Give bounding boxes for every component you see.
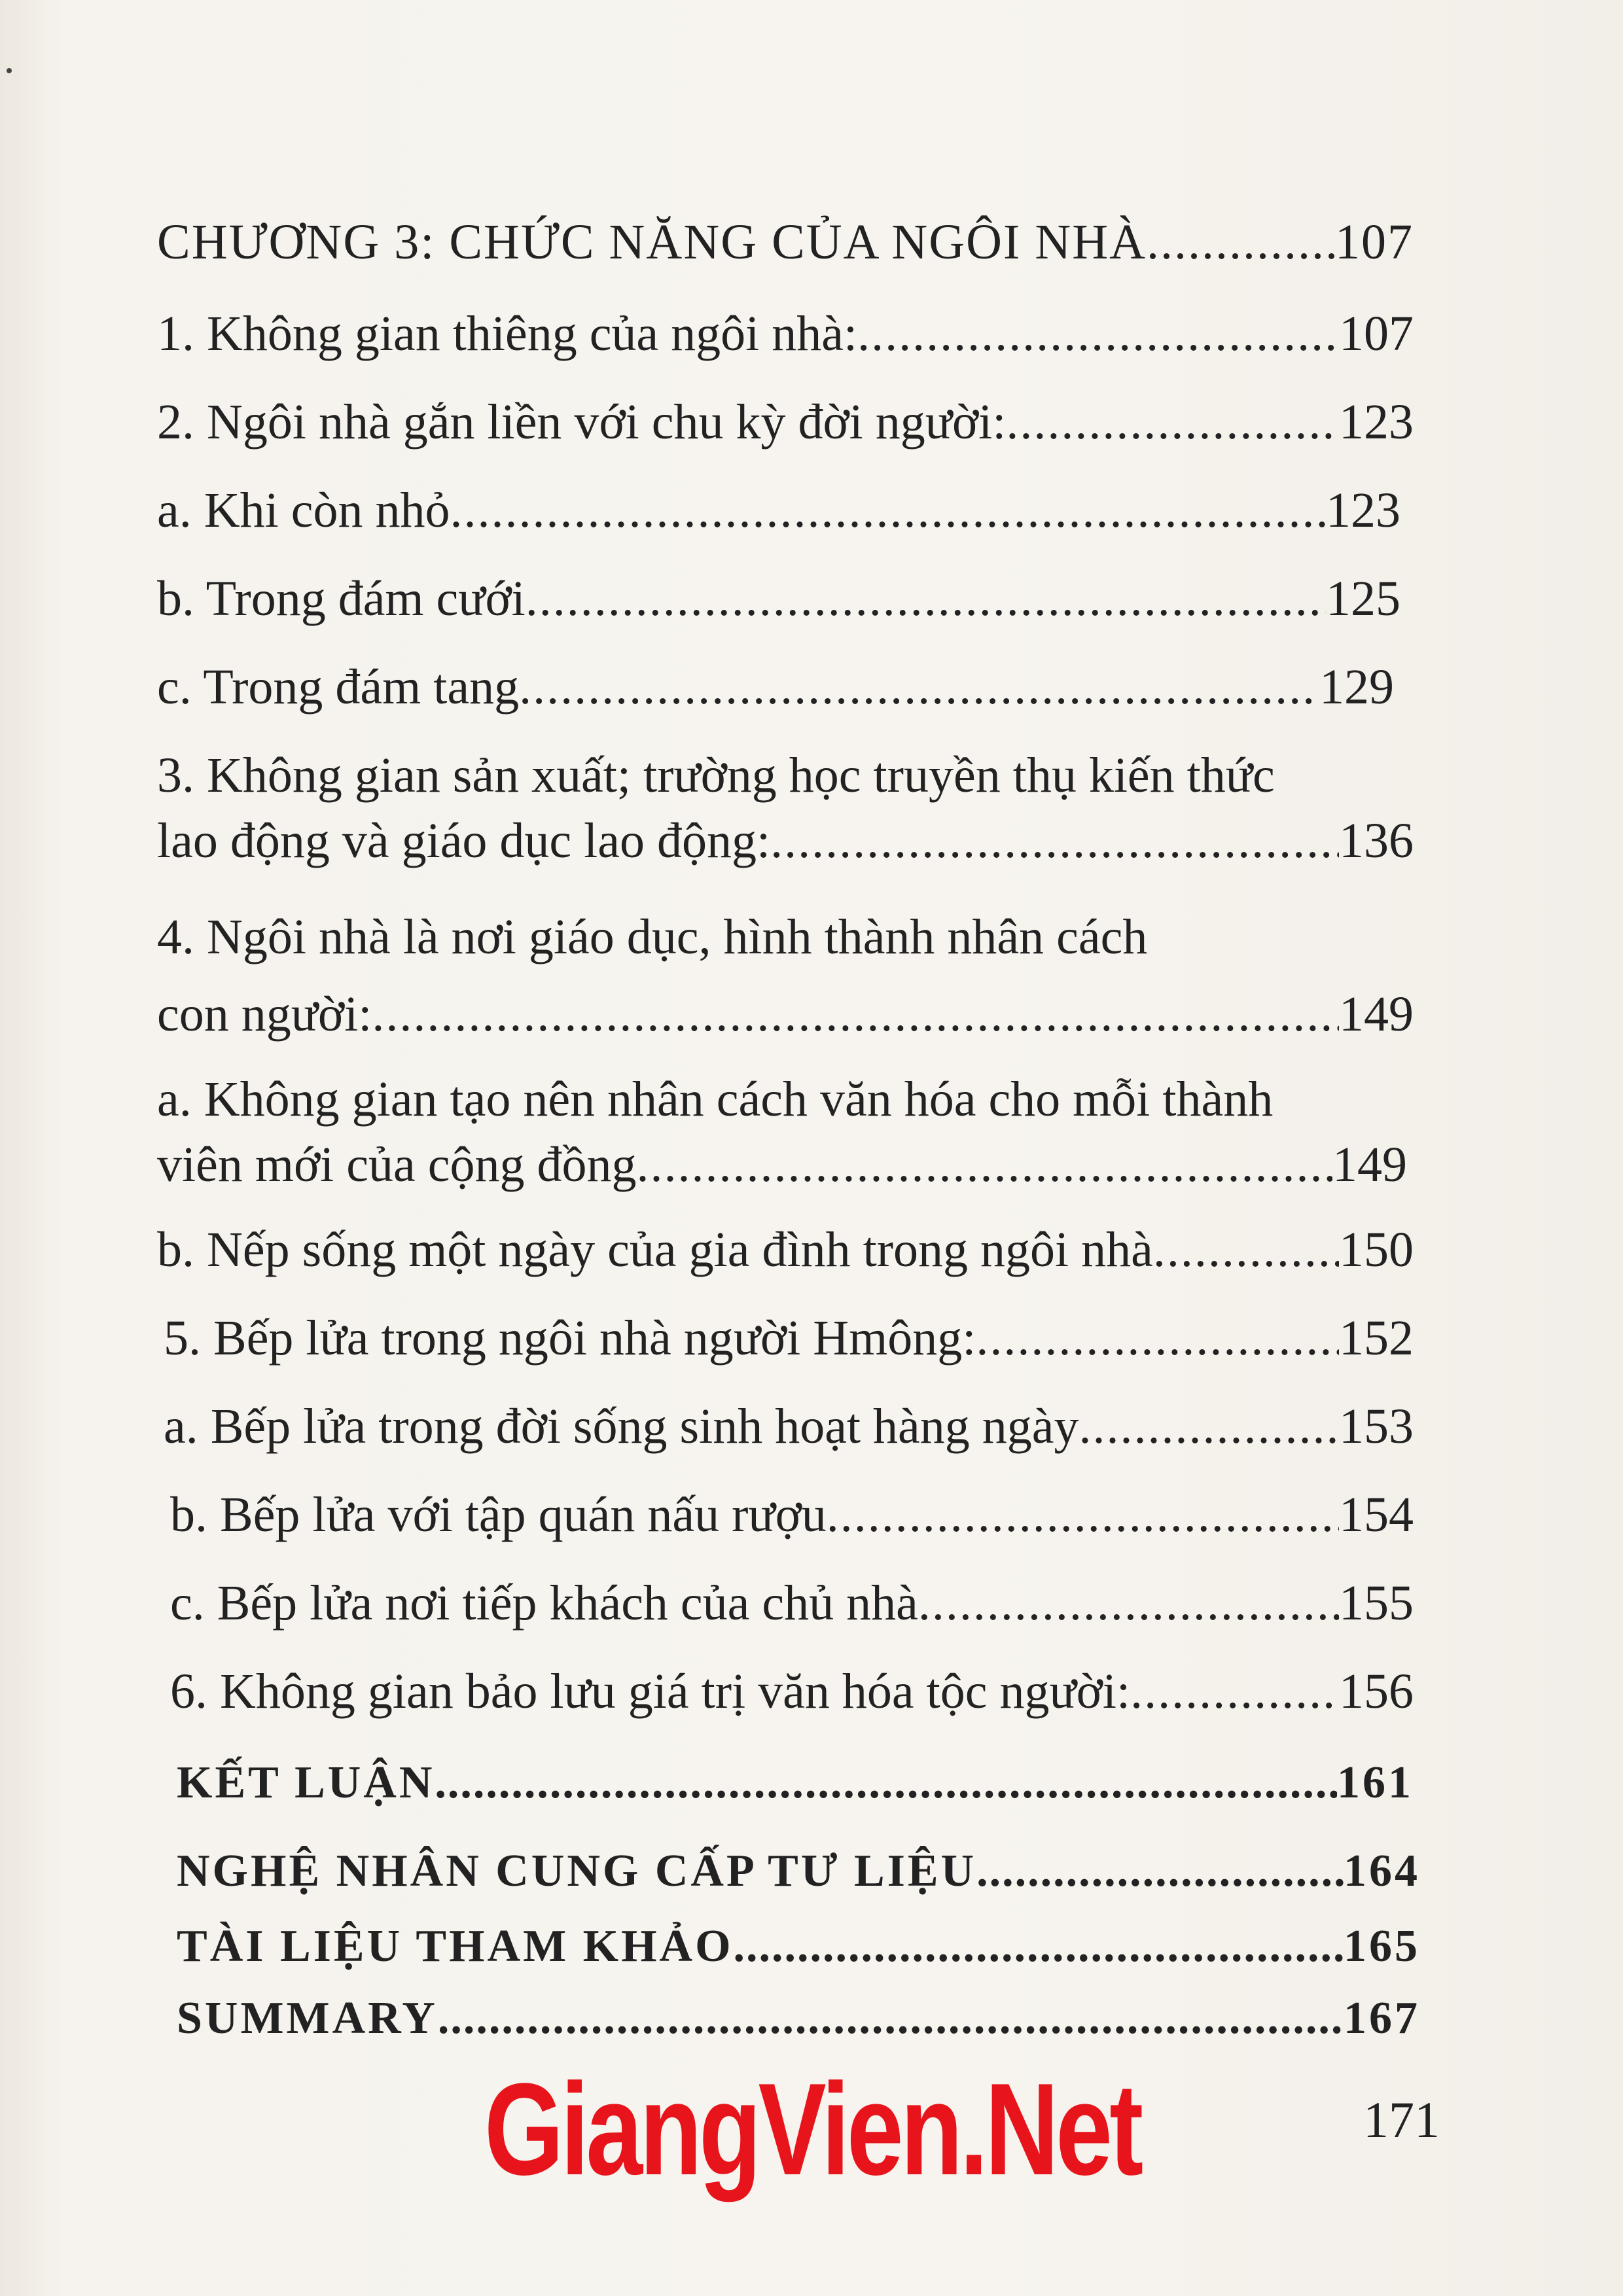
- toc-leader-dots: [770, 808, 1339, 874]
- toc-entry-page: 156: [1339, 1664, 1414, 1719]
- toc-leader-dots: [734, 1914, 1344, 1979]
- toc-entry: [164, 1394, 1414, 1459]
- toc-entry-label: lao động và giáo dục lao động:: [157, 813, 771, 868]
- toc-leader-dots: [857, 301, 1339, 366]
- toc-entry-label: c. Bếp lửa nơi tiếp khách của chủ nhà: [170, 1576, 918, 1631]
- toc-entry-page: 129: [1319, 660, 1394, 715]
- toc-leader-dots: [372, 981, 1339, 1047]
- toc-entry-label: a. Bếp lửa trong đời sống sinh hoạt hàng ngày: [164, 1399, 1079, 1454]
- toc-entry-page: 161: [1337, 1757, 1414, 1808]
- toc-leader-dots: [435, 1750, 1337, 1816]
- toc-entry-label: b. Nếp sống một ngày của gia đình trong ngôi nhà: [157, 1222, 1153, 1277]
- toc-entry-label: con người:: [157, 987, 372, 1042]
- page-number: 171: [1363, 2091, 1440, 2148]
- toc-entry-page: 154: [1339, 1487, 1414, 1542]
- toc-entry: [157, 566, 1400, 631]
- toc-entry-page: 107: [1339, 306, 1414, 361]
- toc-leader-dots: [450, 478, 1326, 543]
- toc-entry-chapter-3: [157, 209, 1414, 275]
- toc-entry-label: 2. Ngôi nhà gắn liền với chu kỳ đời người:: [157, 395, 1007, 450]
- toc-entry-multiline: [157, 1067, 1407, 1197]
- toc-leader-dots: [1006, 389, 1339, 455]
- toc-leader-dots: [918, 1570, 1339, 1636]
- toc-entry-page: 167: [1344, 1993, 1420, 2043]
- toc-leader-dots: [1153, 1217, 1339, 1282]
- toc-entry-label: KẾT LUẬN: [177, 1757, 435, 1808]
- toc-entry-label: 1. Không gian thiêng của ngôi nhà:: [157, 306, 858, 361]
- toc-entry-page: 123: [1339, 395, 1414, 450]
- toc-leader-dots: [438, 1986, 1344, 2051]
- toc-entry-page: 123: [1326, 483, 1400, 538]
- toc-entry-first-line: 3. Không gian sản xuất; trường học truyền thụ kiến thức: [157, 748, 1275, 803]
- toc-entry: [170, 1482, 1414, 1547]
- toc-entry-first-line: a. Không gian tạo nên nhân cách văn hóa cho mỗi thành: [157, 1072, 1274, 1127]
- toc-entry-label: NGHỆ NHÂN CUNG CẤP TƯ LIỆU: [177, 1846, 977, 1896]
- toc-entry: [157, 301, 1414, 366]
- toc-entry-label: c. Trong đám tang: [157, 660, 520, 715]
- toc-entry-multiline: [157, 893, 1414, 1047]
- toc-entry-page: 125: [1326, 571, 1400, 626]
- toc-entry-page: 152: [1339, 1311, 1414, 1366]
- toc-entry-page: 153: [1339, 1399, 1414, 1454]
- toc-entry: [164, 1305, 1414, 1371]
- toc-leader-dots: [1130, 1659, 1339, 1724]
- toc-entry-summary: [177, 1986, 1420, 2051]
- toc-leader-dots: [976, 1305, 1339, 1371]
- toc-entry-label: TÀI LIỆU THAM KHẢO: [177, 1921, 734, 1971]
- toc-entry-label: b. Bếp lửa với tập quán nấu rượu: [170, 1487, 827, 1542]
- toc-leader-dots: [1079, 1394, 1339, 1459]
- toc-entry-page: 150: [1339, 1222, 1414, 1277]
- toc-entry-page: 149: [1339, 987, 1414, 1042]
- toc-entry-page: 165: [1344, 1921, 1420, 1971]
- toc-entry-page: 136: [1339, 813, 1414, 868]
- toc-leader-dots: [1147, 209, 1335, 275]
- toc-entry: [157, 389, 1414, 455]
- toc-entry-page: 155: [1339, 1576, 1414, 1631]
- toc-entry-label: a. Khi còn nhỏ: [157, 483, 450, 538]
- toc-entry-label: b. Trong đám cưới: [157, 571, 526, 626]
- toc-leader-dots: [526, 566, 1326, 631]
- toc-entry-page: 164: [1344, 1846, 1420, 1896]
- toc-entry: [157, 478, 1400, 543]
- toc-entry-multiline: [157, 743, 1414, 874]
- toc-entry-informants: [177, 1839, 1420, 1904]
- toc-leader-dots: [976, 1839, 1344, 1904]
- toc-entry-page: 107: [1335, 215, 1414, 270]
- toc-entry: [170, 1659, 1414, 1724]
- toc-entry-page: 149: [1332, 1137, 1407, 1192]
- toc-entry-label: 6. Không gian bảo lưu giá trị văn hóa tộc người:: [170, 1664, 1131, 1719]
- toc-leader-dots: [827, 1482, 1339, 1547]
- toc-entry: [157, 1217, 1414, 1282]
- toc-entry: [157, 654, 1394, 720]
- watermark-logo: GiangVien.Net: [484, 2057, 1141, 2202]
- toc-entry-label: CHƯƠNG 3: CHỨC NĂNG CỦA NGÔI NHÀ: [157, 215, 1147, 270]
- toc-entry: [170, 1570, 1414, 1636]
- toc-entry-first-line: 4. Ngôi nhà là nơi giáo dục, hình thành nhân cách: [157, 910, 1148, 964]
- toc-entry-references: [177, 1914, 1420, 1979]
- toc-entry-label: 5. Bếp lửa trong ngôi nhà người Hmông:: [164, 1311, 976, 1366]
- toc-entry-label: SUMMARY: [177, 1993, 438, 2043]
- toc-entry-label: viên mới của cộng đồng: [157, 1137, 637, 1192]
- toc-leader-dots: [519, 654, 1319, 720]
- toc-leader-dots: [636, 1132, 1332, 1197]
- toc-entry-conclusion: [177, 1750, 1414, 1816]
